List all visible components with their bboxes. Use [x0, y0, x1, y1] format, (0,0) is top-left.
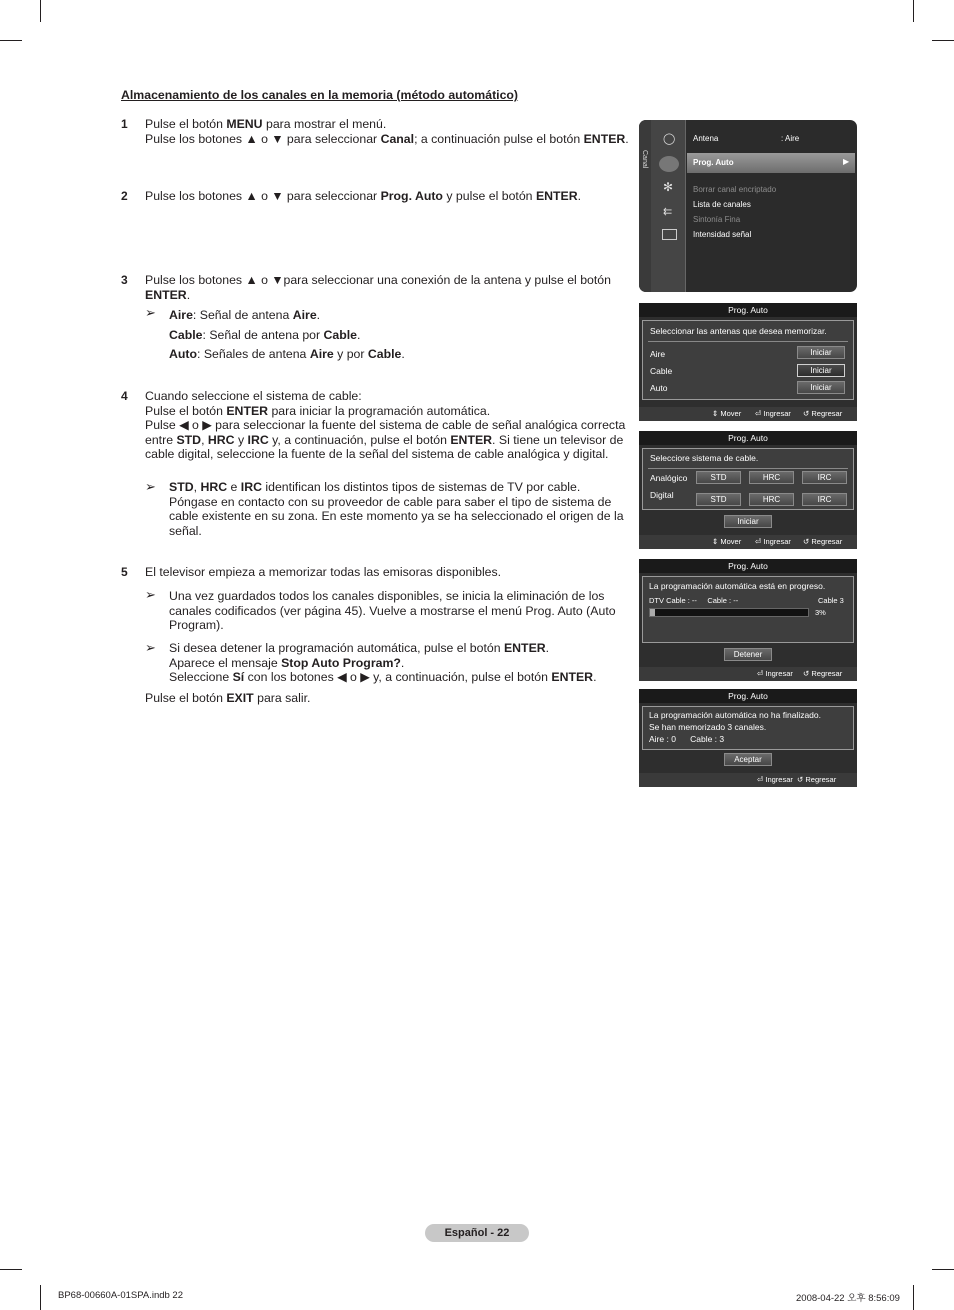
analog-hrc-button[interactable]: HRC — [749, 471, 794, 484]
step-4-note: STD, HRC e IRC identifican los distintos tipos de sistemas de TV por cable. Póngase en contacto con su proveedor de cable para saber el tipo de sistema de cable existente en su zona. En este momento ya se ha seleccionado el origen de la señal. — [169, 480, 624, 538]
accept-button[interactable]: Aceptar — [724, 753, 772, 766]
note-arrow-icon: ➢ — [145, 640, 156, 655]
screen-header: Prog. Auto — [639, 689, 857, 703]
step-1-text: Pulse el botón MENU para mostrar el menú. Pulse los botones ▲ o ▼ para seleccionar Canal; a continuación pulse el botón ENTER. — [145, 117, 629, 146]
row-label-cable: Cable — [650, 366, 673, 376]
enter-icon: ⏎ Ingresar — [755, 409, 791, 418]
screen-header: Prog. Auto — [639, 559, 857, 573]
crop-mark — [40, 1285, 41, 1310]
channel-icon[interactable] — [659, 156, 679, 172]
step-2-text: Pulse los botones ▲ o ▼ para seleccionar Prog. Auto y pulse el botón ENTER. — [145, 189, 582, 203]
crop-mark — [0, 40, 22, 41]
enter-icon: ⏎ Ingresar — [757, 775, 793, 784]
cable-system-screen — [639, 431, 857, 549]
analog-irc-button[interactable]: IRC — [802, 471, 847, 484]
menu-side-label: Canal — [641, 150, 648, 169]
step-number: 4 — [121, 389, 128, 403]
picture-icon: ◯ — [663, 133, 676, 145]
chevron-right-icon: ▶ — [843, 157, 850, 166]
antenna-select-screen — [639, 303, 857, 421]
start-auto-button[interactable]: Iniciar — [797, 381, 845, 394]
screen-footer: ⇕ Mover ⏎ Ingresar ↺ Regresar — [639, 535, 857, 549]
step-5-note-2: Si desea detener la programación automática, pulse el botón ENTER. Aparece el mensaje Stop Auto Program?. Seleccione Sí con los botones ◀ o ▶ y, a continuación, pulse el botón ENTER. — [169, 641, 597, 684]
digital-std-button[interactable]: STD — [696, 493, 741, 506]
step-3-note: Aire: Señal de antena Aire. Cable: Señal de antena por Cable. Auto: Señales de antena Aire y por Cable. — [169, 308, 405, 361]
screen-prompt: Seleccionar las antenas que desea memorizar. — [650, 326, 827, 336]
setup-icon: ✻ — [663, 180, 674, 194]
row-label-auto: Auto — [650, 383, 668, 393]
progress-screen — [639, 559, 857, 681]
menu-item-signal-strength[interactable]: Intensidad señal — [693, 230, 752, 239]
progress-percent: 3% — [815, 608, 826, 617]
start-cable-button[interactable]: Iniciar — [797, 364, 845, 377]
done-message-line3: Aire : 0 Cable : 3 — [649, 734, 725, 744]
stop-button[interactable]: Detener — [724, 648, 772, 661]
digital-hrc-button[interactable]: HRC — [749, 493, 794, 506]
crop-mark — [0, 1269, 22, 1270]
crop-mark — [932, 40, 954, 41]
menu-item-delete-scrambled: Borrar canal encriptado — [693, 185, 777, 194]
crop-mark — [913, 0, 914, 22]
start-scan-button[interactable]: Iniciar — [724, 515, 772, 528]
screen-header: Prog. Auto — [639, 303, 857, 317]
move-hint: Mover — [720, 537, 742, 546]
progress-bar — [649, 608, 809, 617]
channel-menu-screen — [639, 120, 857, 292]
note-arrow-icon: ➢ — [145, 305, 156, 320]
return-icon: ↺ Regresar — [803, 669, 843, 678]
screen-footer — [639, 667, 857, 681]
step-number: 5 — [121, 565, 128, 579]
return-icon: ↺ Regresar — [797, 775, 837, 784]
row-label-analog: Analógico — [650, 473, 688, 483]
analog-std-button[interactable]: STD — [696, 471, 741, 484]
row-label-digital: Digital — [650, 490, 674, 500]
input-icon: ⇇ — [663, 206, 673, 218]
step-5-note-1: Una vez guardados todos los canales disponibles, se inicia la eliminación de los canales codificados (ver página 45). Vuelve a mostrarse el menú Prog. Auto (Auto Program). — [169, 589, 616, 632]
crop-mark — [932, 1269, 954, 1270]
menu-item-fine-tune: Sintonía Fina — [693, 215, 741, 224]
start-aire-button[interactable]: Iniciar — [797, 346, 845, 359]
menu-item-prog-auto[interactable]: Prog. Auto ▶ — [687, 153, 855, 173]
screen-prompt: Selecciore sistema de cable. — [650, 453, 759, 463]
enter-icon: ⏎ Ingresar — [757, 669, 793, 678]
step-number: 3 — [121, 273, 128, 287]
return-icon: ↺ Regresar — [803, 409, 843, 418]
step-4-text: Cuando seleccione el sistema de cable: Pulse el botón ENTER para iniciar la programación automática. Pulse ◀ o ▶ para seleccionar la fuente del sistema de cable de señal analógica correcta entre STD, HRC y IRC y, a continuación, pulse el botón ENTER. Si tiene un televisor de cable digital, seleccione la fuente de la señal del sistema de cable analógica y digital. — [145, 389, 626, 461]
return-icon: ↺ Regresar — [803, 537, 843, 546]
progress-fill — [650, 609, 655, 616]
done-message-line1: La programación automática no ha finalizado. — [649, 710, 821, 720]
footer-timestamp: 2008-04-22 오후 8:56:09 — [796, 1293, 900, 1304]
menu-item-antenna-value: : Aire — [781, 134, 800, 143]
screen-footer: ⇕ Mover ⏎ Ingresar ↺ Regresar — [639, 407, 857, 421]
screen-header: Prog. Auto — [639, 431, 857, 445]
note-arrow-icon: ➢ — [145, 479, 156, 494]
progress-message: La programación automática está en progreso. — [649, 581, 826, 591]
exit-instruction: Pulse el botón EXIT para salir. — [145, 691, 311, 705]
step-3-text: Pulse los botones ▲ o ▼para seleccionar una conexión de la antena y pulse el botón ENTER. — [145, 273, 611, 302]
row-label-aire: Aire — [650, 349, 666, 359]
application-icon — [662, 229, 677, 240]
step-number: 2 — [121, 189, 128, 203]
digital-irc-button[interactable]: IRC — [802, 493, 847, 506]
crop-mark — [913, 1285, 914, 1310]
page-number-badge: Español - 22 — [425, 1224, 529, 1242]
screen-footer — [639, 773, 857, 787]
completed-screen — [639, 689, 857, 787]
section-title: Almacenamiento de los canales en la memoria (método automático) — [121, 88, 519, 102]
dtv-cable-status: DTV Cable : -- Cable : -- — [649, 596, 739, 605]
footer-file-info: BP68-00660A-01SPA.indb 22 — [58, 1290, 183, 1301]
move-hint: Mover — [720, 409, 742, 418]
menu-item-antenna[interactable]: Antena — [693, 134, 719, 143]
done-message-line2: Se han memorizado 3 canales. — [649, 722, 767, 732]
enter-icon: ⏎ Ingresar — [755, 537, 791, 546]
menu-item-channel-list[interactable]: Lista de canales — [693, 200, 751, 209]
crop-mark — [40, 0, 41, 22]
step-number: 1 — [121, 117, 128, 131]
note-arrow-icon: ➢ — [145, 587, 156, 602]
cable-channel-status: Cable 3 — [818, 596, 844, 605]
step-5-text: El televisor empieza a memorizar todas las emisoras disponibles. — [145, 565, 502, 579]
